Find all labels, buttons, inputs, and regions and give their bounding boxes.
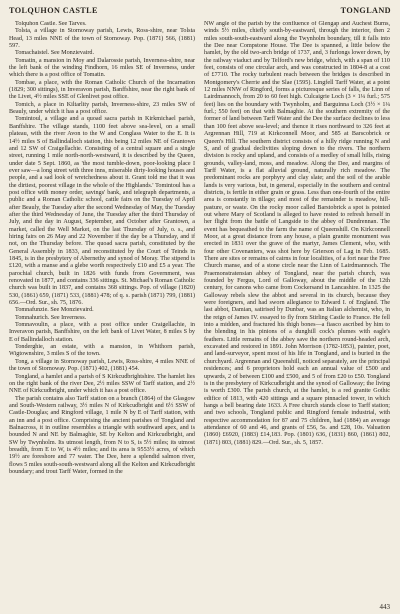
entry-paragraph: Tongland, a hamlet and a parish of S Kirkcudbrightshire. The hamlet lies on the right bank of the river Dee, 2½ miles SSW of Tarff station, and 2½ NNE of Kirkcudbright, under which it has a post office. [9, 373, 195, 395]
entry-paragraph: Tong, a village in Stornoway parish, Lewis, Ross-shire, 4 miles NNE of the town of Stornoway. Pop. (1871) 402, (1881) 454. [9, 358, 195, 373]
entry-paragraph: NW angle of the parish by the confluence of Glengap and Auchest Burns, winds 5½ miles, chiefly south-by-eastward, through the interior, then 2 miles south-south-eastward along the Twynholm boundary, till it falls into the Dee near Compstone House. The Dee is spanned, a little below the hamlet, by the old two-arch bridge of 1737, and, 3 furlongs lower down, by the railway viaduct and by Telford's new bridge, which, with a span of 110 feet, consists of one circular arch, and was constructed in 1804-8 at a cost of £7710. The rocky turbulent reach between the bridges is described in Montgomery's Cherrie and the Slae (1595). Lingfell Tarff Water, at a point 12 miles NNW of Ringford, forms a picturesque series of falls, the Linn of Lairdmannoch, from 20 to 60 feet high. Culcaigrie Loch (3 × 1¼ furl.; 575 feet) lies on the boundary with Twynholm, and Barguinna Loch (3½ × 1¼ furl.; 550 feet) on that with Balmaghie. At the southern extremity of the former of land between Tarff Water and the Dee the surface declines to less than 100 feet above sea-level; and thence it rises northward to 326 feet at Argrennan Hill, 719 at Kirkconnell Moor, and 585 at Barscobrick or Queen's Hill. The southern district consists of a hilly ridge running N and S, and of gradual declivities sloping down to the rivers. The northern division is rocky and upland, and consists of a medley of small hills, rising grounds, valley-land, moss, and meadow. Along the Dee, and margins of Tarff Water, is a flat alluvial ground, naturally rich meadow. The predominant rocks are porphyry and clay slate; and the soil of the arable lands is very various, but, in general, especially in the southern and central districts, is fertile in either grain or grass. Less than one-fourth of the entire area is constantly in tillage; and most of the remainder is meadow, hill-pasture, or waste. On the rocky moor called Barstobrick a spot is pointed out where Mary of Scotland is alleged to have rested to refresh herself in her flight from the battle of Langside to the abbey of Dundrennan. The event has bequeathed to the farm the name of Queenshill. On Kirkconnell Moor, at a great distance from any house, a plain granite monument was erected in 1831 over the grave of the martyr, James Clement, who, with four other Covenanters, was shot here by Grierson of Lag in Feb. 1685. There are sites or remains of cairns in four localities, of a fort near the Free Church manse, and of a stone circle near the Linn of Lairdmannoch. The Praemonstratensian abbey of Tongland, near the parish church, was founded by Fergus, Lord of Galloway, about the middle of the 12th century, for canons who came from Cockersand in Lancashire. In 1325 the Galloway rebels slew the abbot and several in its church, because they were foreigners, and had sworn allegiance to Edward I. of England. The last abbot, Damian, satirised by Dunbar, was an Italian alchemist, who, in the reign of James IV. essayed to fly from Stirling Castle to France. He fell into a midden, and fractured his thigh bones—a fiasco ascribed by him to the blending in his pinions of a dunghill cock's plumes with eagle's feathers. Little remains of the abbey save the northern round-headed arch, excavated and restored in 1891. John Morrison (1782-1853), painter, poet, and land-surveyor, spent most of his life in Tongland, and is buried in the churchyard. Argrennan and Queenshill, noticed separately, are the principal residences; and 6 proprietors hold each an annual value of £500 and upwards, 2 of between £100 and £500, and 5 of from £20 to £50. Tongland is in the presbytery of Kirkcudbright and the synod of Galloway; the living is worth £300. The parish church, at the hamlet, is a red granite Gothic edifice of 1813, with 420 sittings and a square pinnacled tower, in which hangs a bell bearing date 1633. A Free church stands close to Tarff station; and two schools, Tongland public and Ringford female industrial, with respective accommodation for 87 and 75 children, had (1884) an average attendance of 60 and 46, and grants of £56, 5s. and £28, 10s. Valuation (1860) £6920, (1883) £14,183. Pop. (1801) 636, (1831) 860, (1861) 802, (1871) 803, (1881) 829.—Ord. Sur., sh. 5, 1857. [204, 21, 390, 446]
entry-paragraph: Tomatin, a mansion in Moy and Dalarossie parish, Inverness-shire, near the left bank of the winding Findhorn, 16 miles SE of Inverness, under which there is a post office of Tomatin. [9, 57, 195, 79]
text-columns [9, 21, 391, 609]
entry-paragraph: Tomich, a place in Kiltarlity parish, Inverness-shire, 23 miles SW of Beauly, under which it has a post office. [9, 101, 195, 116]
entry-paragraph: Tonderghie, an estate, with a mansion, in Whithorn parish, Wigtownshire, 3 miles S of the town. [9, 344, 195, 358]
running-header [9, 6, 391, 18]
entry-paragraph: Tolsta, a village in Stornoway parish, Lewis, Ross-shire, near Tolsta Head, 13 miles NNE of the town of Stornoway. Pop. (1871) 566, (1881) 597. [9, 28, 195, 50]
entry-paragraph: Tomnavoulin, a place, with a post office under Craigellachie, in Inveravon parish, Banffshire, on the left bank of Livet Water, 8 miles S by E of Ballindalloch station. [9, 322, 195, 343]
header-left: TOLQUHON CASTLE [9, 6, 98, 15]
entry-paragraph: Tomachaistel. See Monzievaird. [15, 50, 95, 57]
header-right: TONGLAND [340, 6, 391, 15]
entry-paragraph: Tombae, a place, with the Roman Catholic Church of the Incarnation (1829; 300 sittings), in Inveravon parish, Banffshire, near the right bank of the Livet, 4½ miles SSE of Glenlivet post office. [9, 79, 195, 101]
left-column [9, 21, 195, 609]
entry-paragraph: Tomnafunzie. See Monzievaird. [15, 307, 94, 314]
entry-paragraph: The parish contains also Tarff station on a branch (1864) of the Glasgow and South-Western railway, 3½ miles N of Kirkcudbright and 6½ SSW of Castle-Douglas; and Ringford village, 1 mile N by E of Tarff station, with an inn and a post office. Comprising the ancient parishes of Tongland and Balnacross, it in outline resembles a triangle with southward apex, and is bounded N and NE by Balmaghie, SE by Kelton and Kirkcudbright, and SW by Twynholm. Its utmost length, from N to S, is 5½ miles; its utmost breadth, from E to W, is 4½ miles; and its area is 9553½ acres, of which 19½ are foreshore and 77 water. The Dee, here a splendid salmon river, flows 5 miles south-south-westward along all the Kelton and Kirkcudbright boundary; and trout Tarff Water, formed in the [9, 395, 195, 475]
entry-paragraph: Tomintoul, a village and a quoad sacra parish in Kirkmichael parish, Banffshire. The village stands, 1100 feet above sea-level, on a small plateau, with the river Avon to the W and Conglass Water to the E. It is 14½ miles S of Ballindalloch station, this being 12 miles NE of Grantown and 12 SW of Craigellachie. Consisting of a central square and a single street, running 1 mile north-north-westward, it is described by the Queen, under date 5 Sept. 1860, as 'the most tumble-down, poor-looking place I ever saw—a long street with three inns, miserable dirty-looking houses and people, and a sad look of wretchedness about it. Grant told me that it was the dirtiest, poorest village in the whole of the Highlands.' Tomintoul has a post office with money order, savings' bank, and telegraph departments, a public and a Roman Catholic school, cattle fairs on the Tuesday of April after Beauly, the Tuesday after the second Wednesday of May, the Tuesday after the third Wednesday of June, the Tuesday after the third Thursday of July, and the day in August, September, and October after Grantown, a market, called the Well Market, on the last Thursday of July, o. s., and hiring fairs on 26 May and 22 November if the day be a Thursday, and if not, on the Thursday before. The quoad sacra parish, constituted by the General Assembly in 1833, and reconstituted by the Court of Teinds in 1845, is in the presbytery of Abernethy and synod of Moray. The stipend is £120, with a manse and a glebe worth respectively £10 and £5 a year. The parochial church, built in 1826 with funds from Government, was renovated in 1877, and contains 336 sittings. St. Michael's Roman Catholic church was built in 1837, and contains 368 sittings. Pop. of village (1820) 530, (1861) 659, (1871) 533, (1881) 478; of q. s. parish (1871) 799, (1881) 656.—Ord. Sur., sh. 75, 1876. [9, 116, 195, 307]
entry-paragraph: Tolquhon Castle. See Tarves. [15, 21, 87, 27]
entry-paragraph: Tomnahurich. See Inverness. [15, 314, 87, 321]
page-number: 443 [379, 603, 390, 611]
right-column [204, 21, 390, 609]
